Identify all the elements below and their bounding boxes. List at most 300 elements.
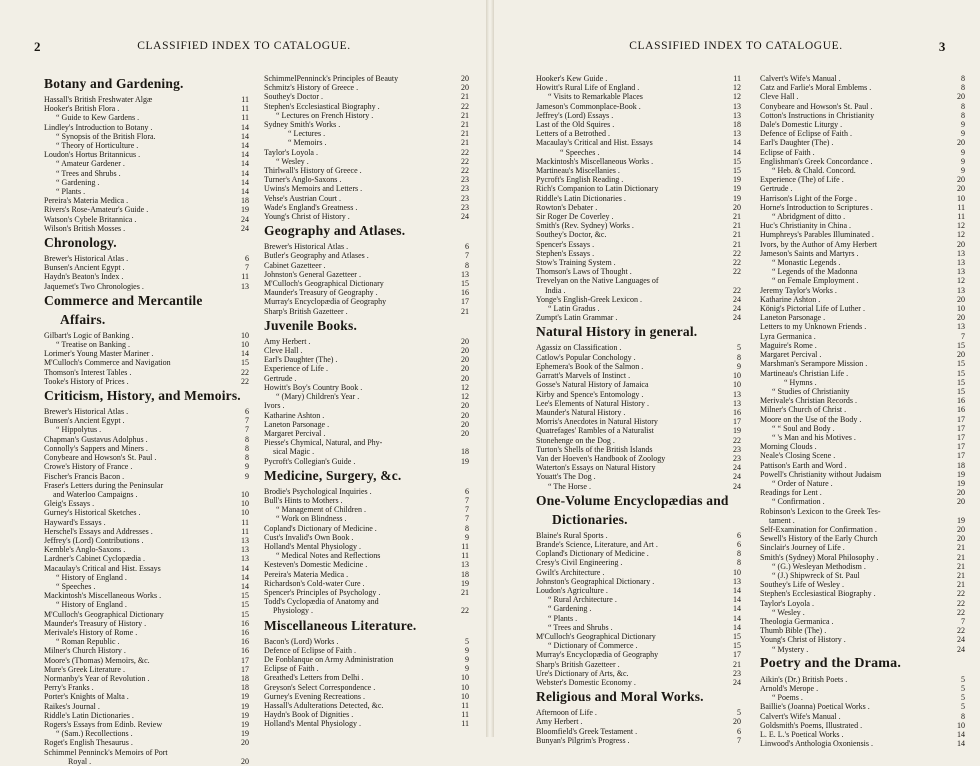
entry-title: Van der Hoeven's Handbook of Zoology (536, 453, 666, 463)
index-entry (760, 359, 965, 368)
entry-title: Stephen's Essays . (536, 248, 595, 258)
entry-page-number: 14 (241, 131, 249, 141)
entry-title: Brewer's Historical Atlas . (44, 254, 129, 264)
index-entry (44, 141, 249, 150)
entry-title: L. E. L.'s Poetical Works . (760, 730, 844, 740)
index-entry (760, 102, 965, 111)
entry-title: Roget's English Thesaurus . (44, 738, 133, 748)
entry-title: Defence of Eclipse of Faith . (760, 129, 852, 139)
entry-page-number: 9 (465, 532, 469, 542)
entry-page-number: 14 (733, 585, 741, 595)
index-entry (44, 665, 249, 674)
entry-page-number: 19 (957, 469, 965, 479)
index-entry (536, 426, 741, 435)
entry-page-number: 22 (241, 376, 249, 386)
entry-title: “ Visits to Remarkable Places (548, 92, 643, 102)
index-entry (264, 175, 469, 184)
index-entry (264, 683, 469, 692)
entry-page-number: 12 (957, 230, 965, 240)
entry-title: Bunyan's Pilgrim's Progress . (536, 735, 630, 745)
entry-page-number: 23 (461, 193, 469, 203)
index-entry (760, 599, 965, 608)
index-entry (44, 554, 249, 563)
entry-page-number: 11 (241, 95, 249, 104)
entry-page-number: 7 (245, 425, 249, 435)
entry-page-number: 13 (957, 258, 965, 268)
index-entry (760, 332, 965, 341)
entry-page-number: 22 (957, 607, 965, 617)
entry-page-number: 20 (957, 497, 965, 507)
index-entry (760, 580, 965, 589)
index-entry (44, 637, 249, 646)
index-entry (536, 258, 741, 267)
section-heading: One-Volume Encyclopædias and (536, 492, 729, 508)
index-entry (44, 600, 249, 609)
entry-page-number: 11 (957, 202, 965, 212)
entry-page-number: 18 (461, 447, 469, 457)
entry-page-number: 16 (241, 618, 249, 628)
entry-title: De Fonblanque on Army Administration (264, 654, 394, 664)
entry-page-number: 24 (733, 677, 741, 687)
index-entry (44, 582, 249, 591)
index-entry (536, 304, 741, 313)
index-entry (264, 579, 469, 588)
entry-page-number: 20 (461, 336, 469, 346)
index-entry (760, 387, 965, 396)
index-entry (264, 655, 469, 664)
entry-page-number: 16 (461, 288, 469, 298)
entry-title: Milner's Church of Christ . (760, 405, 847, 415)
index-entry (760, 295, 965, 304)
index-entry (760, 83, 965, 92)
entry-title: “ Confirmation . (772, 497, 825, 507)
index-entry (760, 203, 965, 212)
index-entry (264, 505, 469, 514)
entry-page-number: 23 (461, 202, 469, 212)
entry-page-number: 15 (241, 591, 249, 601)
index-entry (44, 738, 249, 747)
index-entry (536, 568, 741, 577)
entry-page-number: 16 (241, 646, 249, 656)
index-column-2 (760, 74, 965, 748)
entry-title: Gurney's Evening Recreations . (264, 691, 365, 701)
entry-title: “ Hymns . (784, 377, 817, 387)
entry-page-number: 24 (241, 223, 249, 233)
entry-title: Macaulay's Critical and Hist. Essays (536, 138, 653, 148)
entry-page-number: 14 (241, 349, 249, 359)
entry-title: “ Medical Notes and Reflections (276, 551, 381, 561)
entry-title: Horne's Introduction to Scriptures . (760, 202, 873, 212)
entry-title: Self-Examination for Confirmation . (760, 524, 877, 534)
entry-page-number: 20 (461, 83, 469, 93)
entry-title: “ “ Soul and Body . (772, 423, 835, 433)
entry-title: Thumb Bible (The) . (760, 626, 827, 636)
entry-title: Englishman's Greek Concordance . (760, 156, 873, 166)
entry-title: Greathed's Letters from Delhi . (264, 673, 364, 683)
index-entry (760, 184, 965, 193)
section-heading: Juvenile Books. (264, 317, 358, 333)
entry-title: Gleig's Essays . (44, 499, 95, 509)
entry-page-number: 13 (957, 267, 965, 277)
entry-title: Stonehenge on the Dog . (536, 435, 615, 445)
entry-page-number: 11 (461, 541, 469, 551)
entry-title: Amy Herbert . (264, 336, 311, 346)
index-entry (44, 720, 249, 729)
entry-title: sical Magic . (273, 447, 315, 457)
entry-title: “ (J.) Shipwreck of St. Paul (772, 570, 860, 580)
entry-title: “ Roman Republic . (56, 637, 120, 647)
entry-page-number: 15 (241, 358, 249, 368)
entry-page-number: 14 (241, 141, 249, 151)
entry-page-number: 10 (957, 304, 965, 314)
entry-title: “ Abridgment of ditto . (772, 212, 846, 222)
entry-page-number: 10 (241, 340, 249, 350)
index-entry (44, 159, 249, 168)
entry-title: Bull's Hints to Mothers . (264, 495, 343, 505)
index-entry (536, 83, 741, 92)
entry-title: Wilson's British Mosses . (44, 223, 126, 233)
entry-title: Laneton Parsonage . (264, 419, 330, 429)
entry-title: “ Wesley . (772, 607, 805, 617)
entry-title: Bloomfield's Greek Testament . (536, 726, 638, 736)
index-entry (760, 507, 965, 516)
entry-title: Fraser's Letters during the Peninsular (44, 480, 164, 490)
left-page (0, 0, 488, 766)
index-entry (264, 514, 469, 523)
entry-title: Lorimer's Young Master Mariner . (44, 349, 154, 359)
index-entry (760, 433, 965, 442)
entry-title: “ Poems . (772, 693, 803, 703)
entry-page-number: 12 (957, 221, 965, 231)
entry-page-number: 8 (737, 558, 741, 568)
entry-page-number: 21 (957, 552, 965, 562)
entry-page-number: 10 (241, 499, 249, 509)
entry-page-number: 11 (241, 104, 249, 114)
index-entry (536, 313, 741, 322)
index-entry (44, 169, 249, 178)
index-entry (44, 113, 249, 122)
entry-title: “ Heb. & Chald. Concord. (772, 166, 856, 176)
entry-page-number: 21 (461, 120, 469, 130)
entry-page-number: 21 (461, 129, 469, 139)
entry-page-number: 14 (241, 150, 249, 160)
entry-page-number: 10 (733, 371, 741, 381)
entry-page-number: 16 (241, 627, 249, 637)
entry-page-number: 13 (241, 281, 249, 291)
entry-title: Margaret Percival . (760, 350, 822, 360)
entry-page-number: 24 (733, 294, 741, 304)
entry-page-number: 20 (957, 488, 965, 498)
entry-title: Richardson's Cold-water Cure . (264, 578, 365, 588)
entry-title: Kemble's Anglo-Saxons . (44, 545, 126, 555)
index-entry (536, 74, 741, 83)
entry-title: “ Monastic Legends . (772, 258, 841, 268)
index-entry (536, 650, 741, 659)
entry-title: Murray's Encyclopædia of Geography (264, 297, 387, 307)
index-entry (44, 150, 249, 159)
index-entry (536, 111, 741, 120)
entry-page-number: 20 (957, 350, 965, 360)
entry-page-number: 6 (465, 486, 469, 496)
entry-page-number: 20 (957, 239, 965, 249)
index-entry (44, 646, 249, 655)
section-heading: Dictionaries. (552, 511, 628, 527)
entry-page-number: 17 (957, 423, 965, 433)
entry-page-number: 20 (461, 346, 469, 356)
entry-title: Holland's Mental Physiology . (264, 541, 361, 551)
index-entry (536, 203, 741, 212)
index-entry (536, 380, 741, 389)
entry-title: “ Mystery . (772, 644, 809, 654)
entry-title: Gurney's Historical Sketches . (44, 508, 141, 518)
entry-title: Turton's Shells of the British Islands (536, 444, 653, 454)
index-entry (760, 424, 965, 433)
entry-title: Catz and Farlie's Moral Emblems . (760, 83, 872, 93)
index-entry (264, 307, 469, 316)
entry-title: “ Management of Children . (276, 505, 366, 515)
index-entry (264, 148, 469, 157)
entry-title: Amy Herbert . (536, 717, 583, 727)
index-entry (44, 564, 249, 573)
index-entry (536, 184, 741, 193)
entry-page-number: 11 (461, 710, 469, 720)
index-column-1 (536, 74, 741, 745)
entry-page-number: 18 (957, 460, 965, 470)
entry-page-number: 22 (957, 598, 965, 608)
entry-title: Rowton's Debater . (536, 202, 598, 212)
entry-page-number: 11 (461, 700, 469, 710)
index-entry (264, 429, 469, 438)
index-entry (536, 353, 741, 362)
entry-page-number: 21 (461, 110, 469, 120)
entry-title: Cotton's Instructions in Christianity (760, 110, 875, 120)
index-entry (536, 240, 741, 249)
entry-page-number: 7 (465, 251, 469, 261)
index-entry (536, 138, 741, 147)
entry-title: “ Memoirs . (288, 138, 327, 148)
index-entry (760, 322, 965, 331)
entry-page-number: 14 (241, 159, 249, 169)
entry-title: Hooker's British Flora . (44, 104, 120, 114)
index-entry (44, 628, 249, 637)
entry-title: Cabinet Gazetteer . (264, 260, 326, 270)
entry-title: Katharine Ashton . (760, 294, 821, 304)
index-entry (760, 543, 965, 552)
index-entry (264, 420, 469, 429)
entry-title: “ Hippolytus . (56, 425, 102, 435)
index-entry (44, 656, 249, 665)
entry-title: “ Theory of Horticulture . (56, 141, 139, 151)
entry-title: Humphreys's Parables Illuminated . (760, 230, 874, 240)
index-entry (536, 472, 741, 481)
index-entry (44, 178, 249, 187)
entry-page-number: 14 (733, 595, 741, 605)
index-entry (44, 545, 249, 554)
entry-page-number: 18 (461, 569, 469, 579)
entry-page-number: 9 (737, 361, 741, 371)
entry-page-number: 9 (961, 156, 965, 166)
entry-title: Southey's Doctor . (264, 92, 323, 102)
index-entry (536, 641, 741, 650)
entry-page-number: 17 (241, 655, 249, 665)
entry-title: Copland's Dictionary of Medicine . (536, 549, 649, 559)
index-entry (264, 701, 469, 710)
entry-title: Gosse's Natural History of Jamaica (536, 380, 649, 390)
index-entry (536, 408, 741, 417)
entry-title: Sir Roger De Coverley . (536, 212, 614, 222)
index-entry (264, 588, 469, 597)
entry-page-number: 19 (241, 710, 249, 720)
entry-title: Eclipse of Faith . (264, 664, 319, 674)
entry-page-number: 14 (241, 168, 249, 178)
index-entry (44, 748, 249, 757)
entry-title: Pattison's Earth and Word . (760, 460, 847, 470)
index-entry (44, 340, 249, 349)
entry-page-number (454, 597, 469, 606)
index-entry (44, 224, 249, 233)
entry-page-number: 14 (241, 177, 249, 187)
index-entry (44, 132, 249, 141)
entry-page-number: 22 (957, 626, 965, 636)
index-entry (760, 712, 965, 721)
entry-page-number: 7 (245, 416, 249, 426)
entry-title: M'Culloch's Geographical Dictionary (44, 609, 164, 619)
entry-page-number: 12 (461, 392, 469, 402)
entry-page-number: 22 (241, 367, 249, 377)
index-entry (264, 242, 469, 251)
entry-page-number: 9 (465, 654, 469, 664)
index-entry (536, 463, 741, 472)
entry-page-number: 8 (961, 83, 965, 93)
index-entry (760, 553, 965, 562)
entry-page-number: 10 (733, 380, 741, 390)
index-entry (44, 536, 249, 545)
index-entry (44, 205, 249, 214)
entry-page-number: 19 (461, 578, 469, 588)
entry-page-number (950, 507, 965, 516)
entry-title: Pycroft's Collegian's Guide . (264, 456, 356, 466)
entry-page-number: 23 (461, 175, 469, 185)
running-title: CLASSIFIED INDEX TO CATALOGUE. (137, 40, 351, 52)
index-entry (536, 623, 741, 632)
index-entry (264, 401, 469, 410)
entry-page-number: 23 (733, 453, 741, 463)
index-entry (760, 350, 965, 359)
index-entry (44, 508, 249, 517)
index-entry (536, 595, 741, 604)
entry-title: Jeffrey's (Lord) Contributions . (44, 535, 144, 545)
entry-page-number: 16 (957, 405, 965, 415)
entry-page-number: 19 (957, 515, 965, 525)
entry-page-number: 8 (961, 110, 965, 120)
entry-title: Milner's Church History . (44, 646, 126, 656)
entry-title: Riddle's Latin Dictionaries . (536, 193, 626, 203)
index-entry (760, 562, 965, 571)
entry-page-number: 18 (241, 683, 249, 693)
entry-page-number: 10 (461, 691, 469, 701)
entry-title: “ (Sam.) Recollections . (56, 729, 133, 739)
entry-title: Smith's (Rev. Sydney) Works . (536, 221, 634, 231)
index-entry (536, 660, 741, 669)
entry-title: Lee's Elements of Natural History . (536, 398, 649, 408)
index-entry (264, 364, 469, 373)
index-entry (536, 221, 741, 230)
entry-title: SchimmelPenninck's Principles of Beauty (264, 74, 399, 83)
index-entry (760, 405, 965, 414)
index-entry (44, 674, 249, 683)
entry-title: Bunsen's Ancient Egypt . (44, 263, 125, 273)
index-entry (44, 481, 249, 490)
entry-title: Vehse's Austrian Court . (264, 193, 341, 203)
entry-page-number: 21 (957, 561, 965, 571)
entry-page-number: 15 (733, 631, 741, 641)
index-entry (536, 343, 741, 352)
entry-page-number: 7 (465, 495, 469, 505)
index-entry (536, 549, 741, 558)
entry-title: Young's Christ of History . (264, 212, 350, 222)
entry-title: Waterton's Essays on Natural History (536, 463, 656, 473)
entry-page-number: 5 (737, 708, 741, 718)
index-entry (760, 194, 965, 203)
entry-title: “ Trees and Shrubs . (548, 622, 613, 632)
entry-page-number: 22 (733, 435, 741, 445)
entry-page-number: 11 (461, 551, 469, 561)
entry-title: Royal . (68, 756, 92, 766)
index-entry (44, 368, 249, 377)
entry-title: “ (G.) Wesleyan Methodism . (772, 561, 866, 571)
index-entry (264, 496, 469, 505)
index-entry (760, 111, 965, 120)
index-entry (536, 454, 741, 463)
entry-page-number: 13 (241, 535, 249, 545)
entry-page-number: 23 (733, 444, 741, 454)
entry-title: Southey's Doctor, &c. (536, 230, 607, 240)
entry-page-number: 13 (957, 248, 965, 258)
entry-page-number: 23 (733, 668, 741, 678)
index-entry (760, 212, 965, 221)
entry-page-number: 24 (461, 212, 469, 222)
entry-title: Linwood's Anthologia Oxoniensis . (760, 739, 873, 749)
index-entry (760, 230, 965, 239)
entry-page-number: 10 (461, 682, 469, 692)
entry-page-number: 6 (737, 726, 741, 736)
entry-page-number: 10 (241, 330, 249, 340)
entry-page-number: 14 (957, 730, 965, 740)
entry-title: Garratt's Marvels of Instinct . (536, 371, 631, 381)
entry-page-number: 11 (733, 74, 741, 83)
index-entry (264, 111, 469, 120)
entry-page-number: 19 (957, 478, 965, 488)
index-entry (44, 123, 249, 132)
entry-page-number: 14 (733, 604, 741, 614)
entry-page-number: 5 (961, 684, 965, 693)
entry-title: Jeffrey's (Lord) Essays . (536, 110, 614, 120)
index-entry (536, 531, 741, 540)
index-entry (264, 83, 469, 92)
entry-title: Crowe's History of France . (44, 462, 133, 472)
entry-page-number: 11 (241, 517, 249, 527)
index-entry (536, 129, 741, 138)
section-heading: Miscellaneous Literature. (264, 617, 417, 633)
entry-page-number: 24 (733, 463, 741, 473)
index-entry (264, 533, 469, 542)
entry-page-number: 12 (957, 276, 965, 286)
index-entry (264, 374, 469, 383)
entry-page-number: 20 (957, 534, 965, 544)
entry-title: Calvert's Wife's Manual . (760, 74, 841, 83)
entry-page-number: 7 (245, 263, 249, 273)
entry-page-number: 11 (241, 113, 249, 123)
